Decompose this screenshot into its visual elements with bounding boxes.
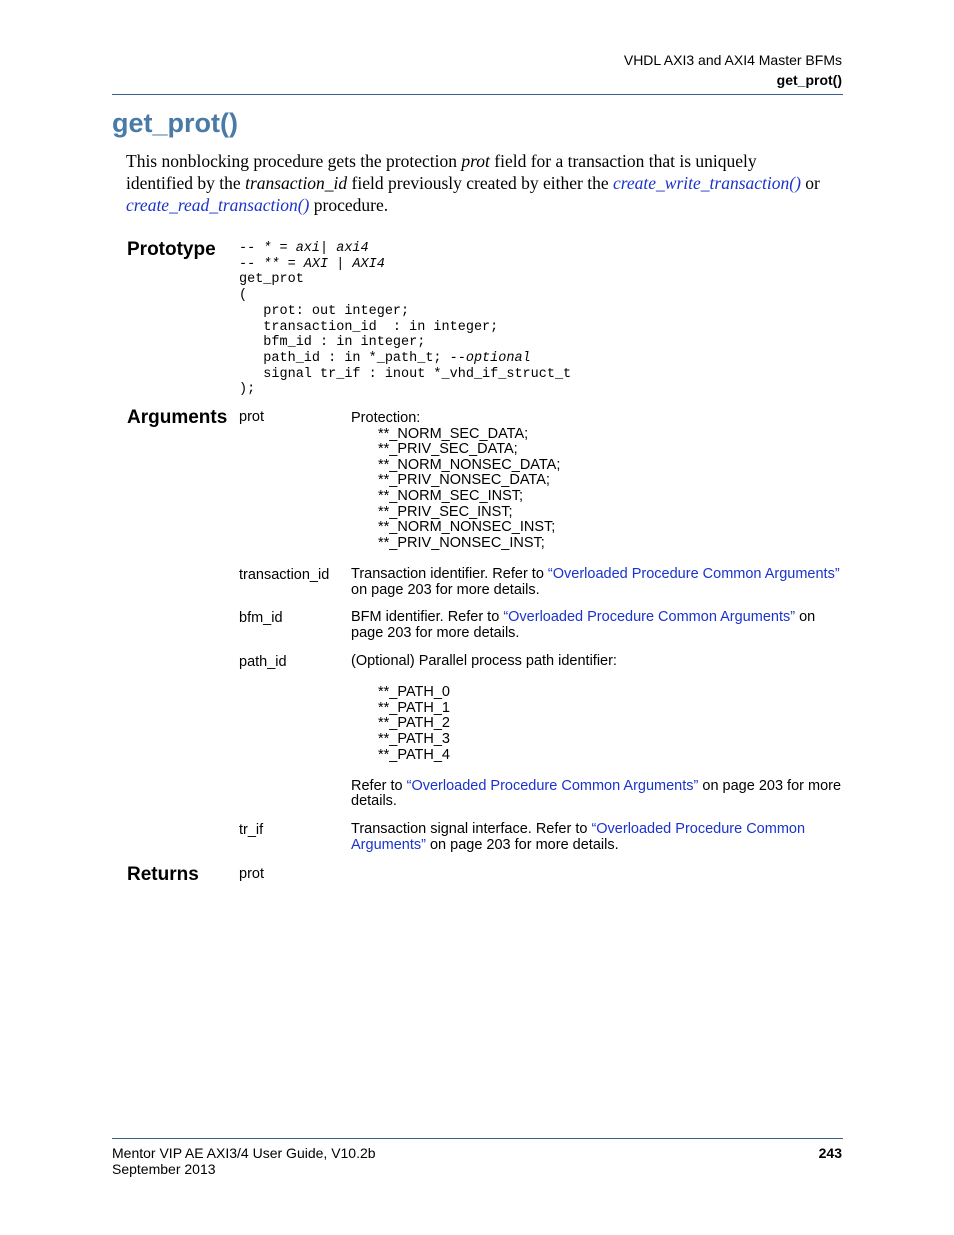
arg-name-path-id: path_id	[239, 654, 287, 670]
arg-desc-transaction-id: Transaction identifier. Refer to “Overloaded Procedure Common Arguments” on page 203 for more details.	[351, 566, 840, 598]
arguments-heading: Arguments	[127, 407, 228, 428]
page-number: 243	[818, 1145, 842, 1161]
arg-name-prot: prot	[239, 409, 264, 425]
header-rule	[112, 94, 843, 95]
footer-rule	[112, 1138, 843, 1139]
overloaded-args-link-bfm-id[interactable]: “Overloaded Procedure Common Arguments”	[503, 609, 796, 625]
arg-desc-path-id: (Optional) Parallel process path identifier: **_PATH_0 **_PATH_1 **_PATH_2 **_PATH_3 **_PATH_4 Refer to “Overloaded Procedure Common Arguments” on page 203 for more details.	[351, 654, 846, 810]
arg-name-bfm-id: bfm_id	[239, 610, 283, 626]
footer-date: September 2013	[112, 1161, 216, 1177]
running-header-title: VHDL AXI3 and AXI4 Master BFMs	[623, 52, 842, 68]
arg-desc-tr-if: Transaction signal interface. Refer to “Overloaded Procedure Common Arguments” on page 203 for more details.	[351, 821, 806, 853]
page-title: get_prot()	[112, 108, 238, 138]
footer-guide-title: Mentor VIP AE AXI3/4 User Guide, V10.2b	[112, 1145, 376, 1161]
prot-emphasis: prot	[461, 151, 490, 171]
create-write-transaction-link[interactable]: create_write_transaction()	[612, 173, 801, 193]
arg-desc-bfm-id: BFM identifier. Refer to “Overloaded Procedure Common Arguments” on page 203 for more details.	[351, 609, 816, 641]
transaction-id-emphasis: transaction_id	[245, 173, 348, 193]
arg-name-transaction-id: transaction_id	[239, 567, 330, 583]
intro-paragraph: This nonblocking procedure gets the protection prot field for a transaction that is uniquely identified by the transaction_id field previously created by either the create_write_transaction() or create_read_transaction() procedure.	[126, 151, 820, 215]
prototype-heading: Prototype	[127, 239, 216, 260]
arg-name-tr-if: tr_if	[239, 822, 264, 838]
prot-values-list: **_NORM_SEC_DATA; **_PRIV_SEC_DATA; **_NORM_NONSEC_DATA; **_PRIV_NONSEC_DATA; **_NORM_SEC_INST; **_PRIV_SEC_INST; **_NORM_NONSEC_INST; **_PRIV_NONSEC_INST;	[378, 425, 561, 551]
returns-value: prot	[239, 866, 264, 882]
overloaded-args-link-tr-if[interactable]: “Overloaded Procedure Common Arguments”	[351, 821, 806, 853]
overloaded-args-link-path-id[interactable]: “Overloaded Procedure Common Arguments”	[406, 777, 699, 794]
arg-desc-prot: Protection: **_NORM_SEC_DATA; **_PRIV_SEC_DATA; **_NORM_NONSEC_DATA; **_PRIV_NONSEC_DATA; **_NORM_SEC_INST; **_PRIV_SEC_INST; **_NORM_NONSEC_INST; **_PRIV_NONSEC_INST;	[351, 411, 846, 551]
overloaded-args-link-transaction-id[interactable]: “Overloaded Procedure Common Arguments”	[547, 566, 840, 582]
prototype-code: -- * = axi| axi4 -- ** = AXI | AXI4 get_prot ( prot: out integer; transaction_id : in integer; bfm_id : in integer; path_id : in *_path_t; --optional signal tr_if : inout *_vhd_if_struct_t );	[239, 241, 572, 398]
path-values-list: **_PATH_0 **_PATH_1 **_PATH_2 **_PATH_3 **_PATH_4	[378, 684, 450, 763]
create-read-transaction-link[interactable]: create_read_transaction()	[126, 195, 310, 215]
returns-heading: Returns	[127, 864, 199, 885]
running-header-subsection: get_prot()	[776, 72, 842, 88]
